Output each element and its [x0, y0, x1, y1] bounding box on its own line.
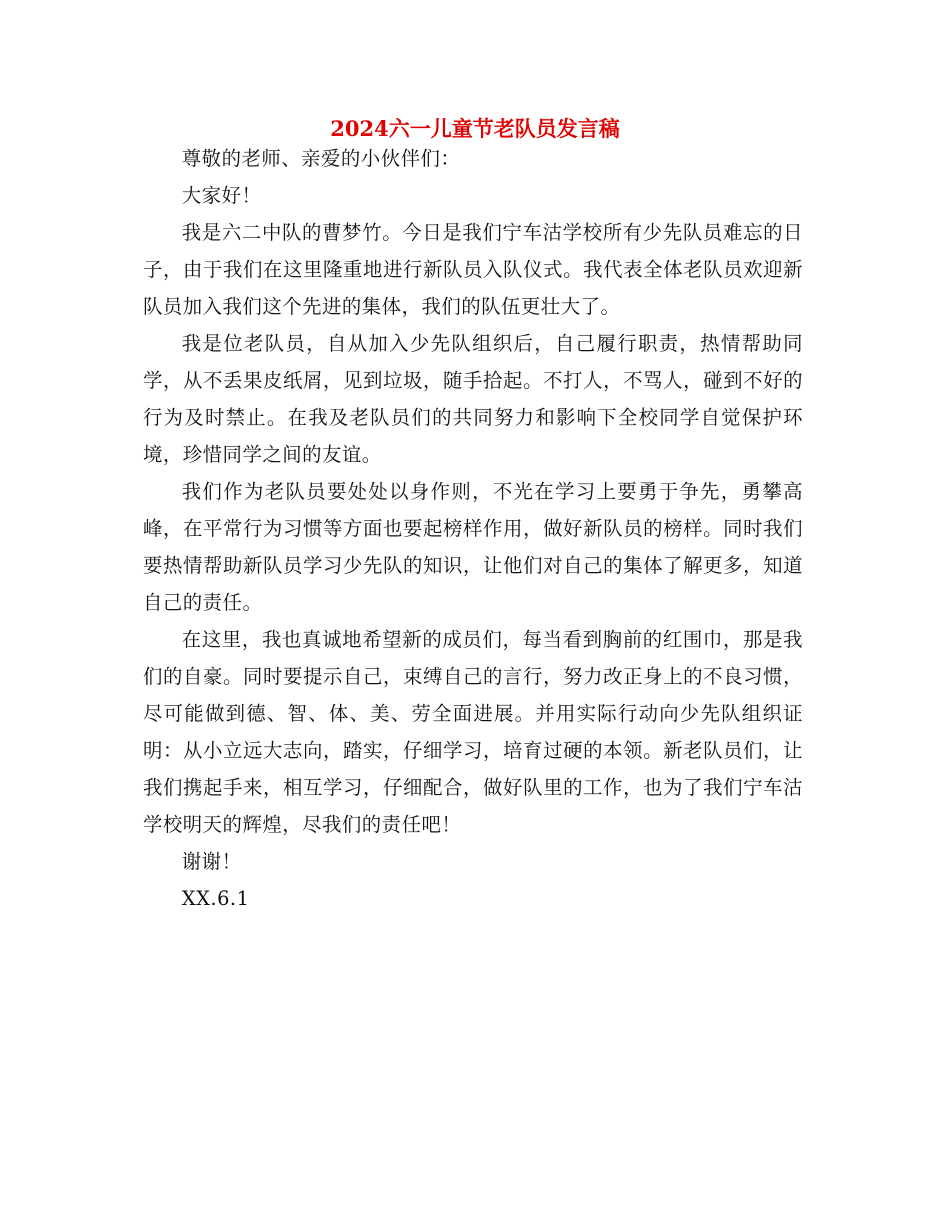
body-paragraph: 我们作为老队员要处处以身作则，不光在学习上要勇于争先，勇攀高峰，在平常行为习惯等方面也要起榜样作用，做好新队员的榜样。同时我们要热情帮助新队员学习少先队的知识，让他们对自己的集体了解更多，知道自己的责任。: [143, 480, 803, 614]
document-title: 2024六一儿童节老队员发言稿: [330, 116, 620, 141]
body-paragraph: 我是六二中队的曹梦竹。今日是我们宁车沽学校所有少先队员难忘的日子，由于我们在这里隆重地进行新队员入队仪式。我代表全体老队员欢迎新队员加入我们这个先进的集体，我们的队伍更壮大了。: [143, 221, 803, 318]
date-line: XX.6.1: [181, 887, 250, 910]
document-body: [143, 140, 803, 917]
closing-thanks: 谢谢！: [181, 850, 242, 873]
greeting: 大家好！: [181, 184, 262, 207]
salutation: 尊敬的老师、亲爱的小伙伴们：: [181, 147, 461, 170]
body-paragraph: 在这里，我也真诚地希望新的成员们，每当看到胸前的红围巾，那是我们的自豪。同时要提示自己，束缚自己的言行，努力改正身上的不良习惯，尽可能做到德、智、体、美、劳全面进展。并用实际行动向少先队组织证明：从小立远大志向，踏实，仔细学习，培育过硬的本领。新老队员们，让我们携起手来，相互学习，仔细配合，做好队里的工作，也为了我们宁车沽学校明天的辉煌，尽我们的责任吧！: [143, 628, 803, 836]
body-paragraph: 我是位老队员，自从加入少先队组织后，自己履行职责，热情帮助同学，从不丢果皮纸屑，见到垃圾，随手拾起。不打人，不骂人，碰到不好的行为及时禁止。在我及老队员们的共同努力和影响下全校同学自觉保护环境，珍惜同学之间的友谊。: [143, 332, 803, 466]
